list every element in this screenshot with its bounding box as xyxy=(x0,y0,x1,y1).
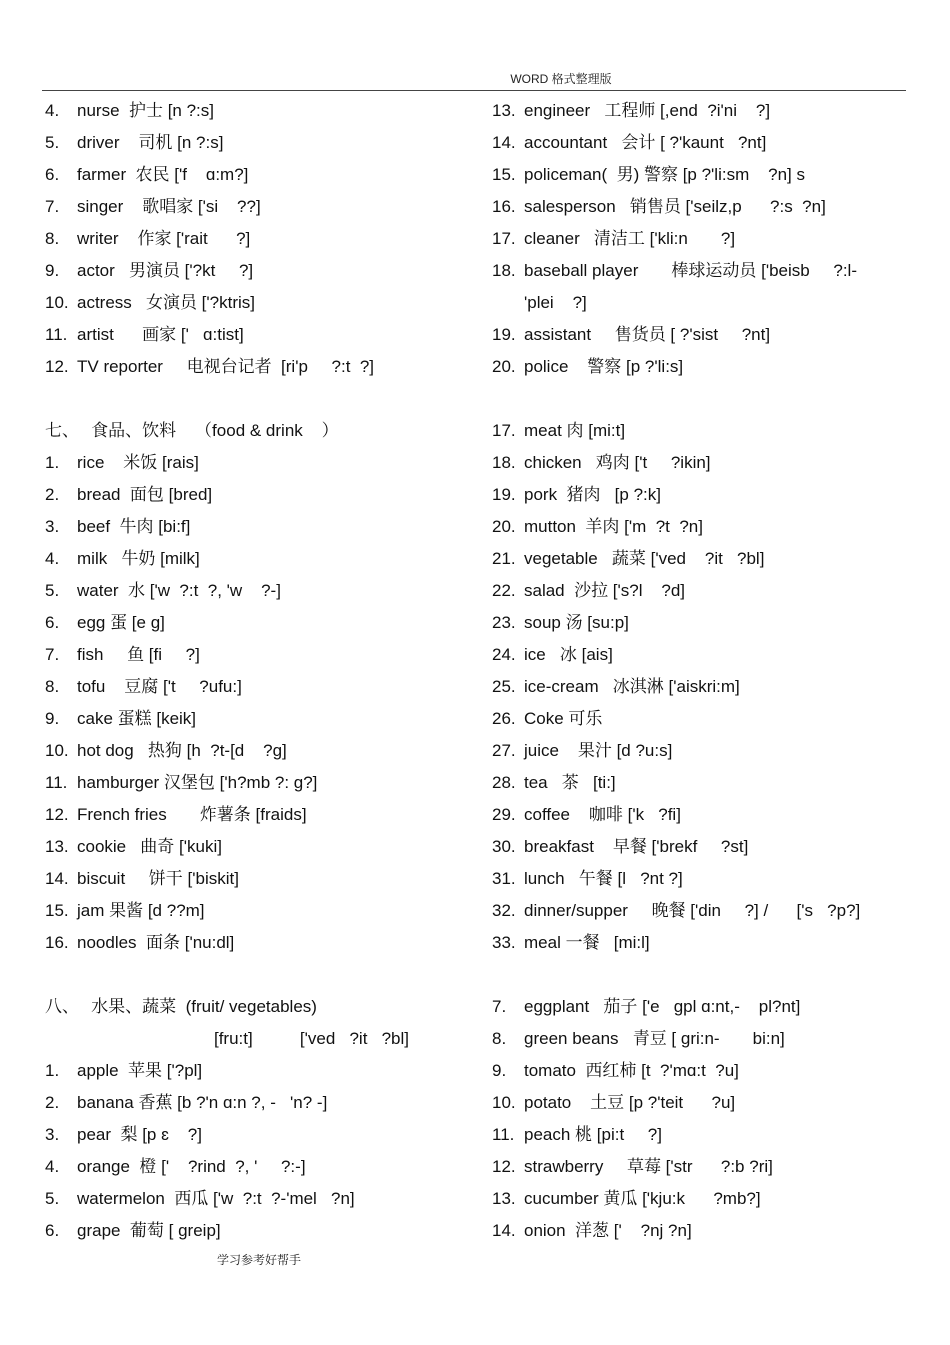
vocab-line xyxy=(492,159,912,191)
item-text: tea 茶 [ti:] xyxy=(524,773,616,792)
item-text: nurse 护士 [n ?:s] xyxy=(77,101,214,120)
item-text: tofu 豆腐 ['t ?ufu:] xyxy=(77,677,242,696)
vocab-line xyxy=(45,319,465,351)
item-text: assistant 售货员 [ ?'sist ?nt] xyxy=(524,325,771,344)
item-number: 8. xyxy=(45,229,60,248)
item-number: 5. xyxy=(45,133,60,152)
item-text: meal 一餐 [mi:l] xyxy=(524,933,650,952)
vocab-line xyxy=(492,703,912,735)
item-text: mutton 羊肉 ['m ?t ?n] xyxy=(524,517,703,536)
item-number: 14. xyxy=(492,133,516,152)
vocab-line xyxy=(45,671,465,703)
vocab-line xyxy=(492,1215,912,1247)
item-text: pork 猪肉 [p ?:k] xyxy=(524,485,661,504)
item-number: 2. xyxy=(45,485,60,504)
vocab-line xyxy=(492,95,912,127)
vocab-line xyxy=(492,1151,912,1183)
vocab-line xyxy=(45,927,465,959)
item-number: 8. xyxy=(492,1029,507,1048)
vocab-line xyxy=(492,959,912,991)
item-text: vegetable 蔬菜 ['ved ?it ?bl] xyxy=(524,549,765,568)
vocab-line xyxy=(45,127,465,159)
vocab-line xyxy=(492,351,912,383)
item-number: 33. xyxy=(492,933,516,952)
item-number: 12. xyxy=(45,357,69,376)
item-text: engineer 工程师 [,end ?i'ni ?] xyxy=(524,101,771,120)
vocab-line xyxy=(45,639,465,671)
item-number: 1. xyxy=(45,453,60,472)
vocab-line xyxy=(45,703,465,735)
item-number: 15. xyxy=(492,165,516,184)
item-number: 9. xyxy=(45,261,60,280)
item-number: 31. xyxy=(492,869,516,888)
item-number: 27. xyxy=(492,741,516,760)
item-text: potato 土豆 [p ?'teit ?u] xyxy=(524,1093,736,1112)
vocab-line xyxy=(45,959,465,991)
item-text: cake 蛋糕 [keik] xyxy=(77,709,197,728)
item-text: eggplant 茄子 ['e ɡpl ɑ:nt,- pl?nt] xyxy=(524,997,801,1016)
item-number: 17. xyxy=(492,229,516,248)
item-number: 15. xyxy=(45,901,69,920)
item-number: 14. xyxy=(492,1221,516,1240)
vocab-line xyxy=(492,1055,912,1087)
item-text: baseball player 棒球运动员 ['beisb ?:l- xyxy=(524,261,857,280)
item-text: singer 歌唱家 ['si ??] xyxy=(77,197,261,216)
vocab-line xyxy=(45,799,465,831)
page-header xyxy=(0,70,950,87)
vocab-line xyxy=(45,863,465,895)
item-number: 32. xyxy=(492,901,516,920)
vocab-line xyxy=(45,511,465,543)
item-text: juice 果汁 [d ?u:s] xyxy=(524,741,673,760)
item-number: 25. xyxy=(492,677,516,696)
item-text: actor 男演员 ['?kt ?] xyxy=(77,261,254,280)
item-number: 七、 xyxy=(45,421,79,440)
vocab-line xyxy=(45,1023,465,1055)
item-number: 12. xyxy=(45,805,69,824)
vocab-line xyxy=(492,1183,912,1215)
item-text: water 水 ['w ?:t ?, 'w ?-] xyxy=(77,581,281,600)
item-number: 20. xyxy=(492,357,516,376)
item-text: jam 果酱 [d ??m] xyxy=(77,901,205,920)
vocab-line xyxy=(492,1119,912,1151)
item-number: 10. xyxy=(45,741,69,760)
item-number: 29. xyxy=(492,805,516,824)
vocab-line xyxy=(45,991,465,1023)
item-number: 16. xyxy=(45,933,69,952)
item-number: 7. xyxy=(45,197,60,216)
vocab-line xyxy=(492,767,912,799)
item-text: coffee 咖啡 ['k ?fi] xyxy=(524,805,681,824)
vocab-line xyxy=(492,383,912,415)
item-text: onion 洋葱 [' ?nj ?n] xyxy=(524,1221,692,1240)
item-number: 16. xyxy=(492,197,516,216)
item-number: 6. xyxy=(45,1221,60,1240)
vocab-line xyxy=(45,575,465,607)
item-number: 19. xyxy=(492,325,516,344)
item-text: police 警察 [p ?'li:s] xyxy=(524,357,684,376)
item-text: 食品、饮料 （food & drink ） xyxy=(77,421,339,440)
vocab-line xyxy=(492,287,912,319)
vocab-line xyxy=(492,863,912,895)
page-footer: 学习参考好帮手 xyxy=(217,1253,302,1267)
item-text: watermelon 西瓜 ['w ?:t ?-'mel ?n] xyxy=(77,1189,355,1208)
vocab-line xyxy=(492,575,912,607)
item-number: 18. xyxy=(492,453,516,472)
item-text: noodles 面条 ['nu:dl] xyxy=(77,933,235,952)
vocab-line xyxy=(492,831,912,863)
vocab-line xyxy=(45,191,465,223)
vocab-line xyxy=(492,639,912,671)
item-text: soup 汤 [su:p] xyxy=(524,613,629,632)
item-text: fish 鱼 [fi ?] xyxy=(77,645,200,664)
item-number: 11. xyxy=(45,325,68,344)
item-number: 1. xyxy=(45,1061,60,1080)
vocab-line xyxy=(45,1215,465,1247)
vocab-line xyxy=(45,1055,465,1087)
vocab-line xyxy=(492,1023,912,1055)
item-text: actress 女演员 ['?ktris] xyxy=(77,293,255,312)
item-number: 13. xyxy=(492,101,516,120)
vocab-line xyxy=(45,383,465,415)
item-number: 21. xyxy=(492,549,516,568)
right-column xyxy=(492,95,912,1247)
vocab-line xyxy=(492,671,912,703)
item-number: 26. xyxy=(492,709,516,728)
item-number: 5. xyxy=(45,1189,60,1208)
item-number: 13. xyxy=(45,837,69,856)
item-text: lunch 午餐 [l ?nt ?] xyxy=(524,869,683,888)
vocab-line xyxy=(45,1119,465,1151)
item-number: 13. xyxy=(492,1189,516,1208)
item-number: 9. xyxy=(492,1061,507,1080)
item-number: 3. xyxy=(45,517,60,536)
item-text: salad 沙拉 ['s?l ?d] xyxy=(524,581,686,600)
item-text: meat 肉 [mi:t] xyxy=(524,421,626,440)
item-number: 14. xyxy=(45,869,69,888)
item-text: 'plei ?] xyxy=(524,293,587,312)
header-divider xyxy=(42,90,906,91)
item-number: 10. xyxy=(45,293,69,312)
vocab-line xyxy=(45,479,465,511)
vocab-line xyxy=(492,607,912,639)
item-text: driver 司机 [n ?:s] xyxy=(77,133,224,152)
item-text: bread 面包 [bred] xyxy=(77,485,213,504)
item-text: cucumber 黄瓜 ['kju:k ?mb?] xyxy=(524,1189,761,1208)
item-text: grape 葡萄 [ ɡreip] xyxy=(77,1221,221,1240)
vocab-line xyxy=(45,895,465,927)
item-number: 19. xyxy=(492,485,516,504)
item-text: TV reporter 电视台记者 [ri'p ?:t ?] xyxy=(77,357,375,376)
item-number: 7. xyxy=(492,997,507,1016)
item-text: orange 橙 [' ?rind ?, ' ?:-] xyxy=(77,1157,306,1176)
item-number: 17. xyxy=(492,421,516,440)
vocab-line xyxy=(45,351,465,383)
item-number: 5. xyxy=(45,581,60,600)
vocab-line xyxy=(492,223,912,255)
vocab-line xyxy=(45,223,465,255)
vocab-line xyxy=(45,159,465,191)
vocab-line xyxy=(492,1087,912,1119)
item-text: strawberry 草莓 ['str ?:b ?ri] xyxy=(524,1157,773,1176)
item-text: green beans 青豆 [ ɡri:n- bi:n] xyxy=(524,1029,785,1048)
vocab-line xyxy=(492,415,912,447)
item-text: policeman( 男) 警察 [p ?'li:sm ?n] s xyxy=(524,165,805,184)
item-text: cookie 曲奇 ['kuki] xyxy=(77,837,222,856)
left-column xyxy=(45,95,465,1247)
vocab-line xyxy=(492,479,912,511)
item-number: 23. xyxy=(492,613,516,632)
vocab-line xyxy=(45,95,465,127)
item-number: 18. xyxy=(492,261,516,280)
vocab-line xyxy=(45,1151,465,1183)
item-text: egg 蛋 [e ɡ] xyxy=(77,613,165,632)
item-text: milk 牛奶 [milk] xyxy=(77,549,200,568)
item-number: 12. xyxy=(492,1157,516,1176)
item-text: tomato 西红柿 [t ?'mɑ:t ?u] xyxy=(524,1061,739,1080)
item-number: 6. xyxy=(45,165,60,184)
vocab-line xyxy=(492,511,912,543)
item-text: peach 桃 [pi:t ?] xyxy=(524,1125,662,1144)
vocab-line xyxy=(45,607,465,639)
item-text: apple 苹果 ['?pl] xyxy=(77,1061,203,1080)
vocab-line xyxy=(492,127,912,159)
vocab-line xyxy=(492,735,912,767)
vocab-line xyxy=(492,927,912,959)
item-number: 6. xyxy=(45,613,60,632)
item-text: ice-cream 冰淇淋 ['aiskri:m] xyxy=(524,677,740,696)
item-number: 20. xyxy=(492,517,516,536)
vocab-line xyxy=(492,799,912,831)
item-text: cleaner 清洁工 ['kli:n ?] xyxy=(524,229,736,248)
item-number: 2. xyxy=(45,1093,60,1112)
vocab-line xyxy=(45,255,465,287)
vocab-line xyxy=(492,543,912,575)
vocab-line xyxy=(45,543,465,575)
vocab-line xyxy=(45,1087,465,1119)
item-number: 22. xyxy=(492,581,516,600)
item-number: 7. xyxy=(45,645,60,664)
item-number: 3. xyxy=(45,1125,60,1144)
item-text: hamburger 汉堡包 ['h?mb ?: ɡ?] xyxy=(77,773,318,792)
item-text: breakfast 早餐 ['brekf ?st] xyxy=(524,837,749,856)
item-text: banana 香蕉 [b ?'n ɑ:n ?, - 'n? -] xyxy=(77,1093,328,1112)
vocab-line xyxy=(45,831,465,863)
item-text: writer 作家 ['rait ?] xyxy=(77,229,251,248)
item-number: 28. xyxy=(492,773,516,792)
item-text: 水果、蔬菜 (fruit/ vegetables) xyxy=(77,997,317,1016)
vocab-line xyxy=(492,319,912,351)
item-text: pear 梨 [p ɛ ?] xyxy=(77,1125,202,1144)
vocab-line xyxy=(45,767,465,799)
item-text: French fries 炸薯条 [fraids] xyxy=(77,805,307,824)
item-number: 八、 xyxy=(45,997,79,1016)
item-text: dinner/supper 晚餐 ['din ?] / ['s ?p?] xyxy=(524,901,861,920)
item-text: beef 牛肉 [bi:f] xyxy=(77,517,191,536)
item-number: 10. xyxy=(492,1093,516,1112)
item-number: 11. xyxy=(492,1125,515,1144)
item-text: Coke 可乐 xyxy=(524,709,603,728)
item-text: accountant 会计 [ ?'kaunt ?nt] xyxy=(524,133,767,152)
header-title: WORD 格式整理版 xyxy=(510,72,612,86)
vocab-line xyxy=(492,255,912,287)
item-number: 11. xyxy=(45,773,68,792)
item-number: 4. xyxy=(45,101,60,120)
item-number: 4. xyxy=(45,549,60,568)
item-text: farmer 农民 ['f ɑ:m?] xyxy=(77,165,249,184)
item-text: salesperson 销售员 ['seilz,p ?:s ?n] xyxy=(524,197,826,216)
item-number: 24. xyxy=(492,645,516,664)
vocab-line xyxy=(492,447,912,479)
item-text: hot dog 热狗 [h ?t-[d ?ɡ] xyxy=(77,741,287,760)
vocab-line xyxy=(492,991,912,1023)
item-text: [fru:t] ['ved ?it ?bl] xyxy=(77,1029,410,1048)
item-text: artist 画家 [' ɑ:tist] xyxy=(77,325,244,344)
item-number: 8. xyxy=(45,677,60,696)
vocab-line xyxy=(45,735,465,767)
item-text: ice 冰 [ais] xyxy=(524,645,613,664)
item-number: 9. xyxy=(45,709,60,728)
vocab-line xyxy=(45,1183,465,1215)
vocab-line xyxy=(45,415,465,447)
item-text: chicken 鸡肉 ['t ?ikin] xyxy=(524,453,711,472)
item-number: 4. xyxy=(45,1157,60,1176)
item-text: rice 米饭 [rais] xyxy=(77,453,199,472)
item-number: 30. xyxy=(492,837,516,856)
item-text: biscuit 饼干 ['biskit] xyxy=(77,869,239,888)
vocab-line xyxy=(492,191,912,223)
vocab-line xyxy=(492,895,912,927)
vocab-line xyxy=(45,287,465,319)
vocab-line xyxy=(45,447,465,479)
